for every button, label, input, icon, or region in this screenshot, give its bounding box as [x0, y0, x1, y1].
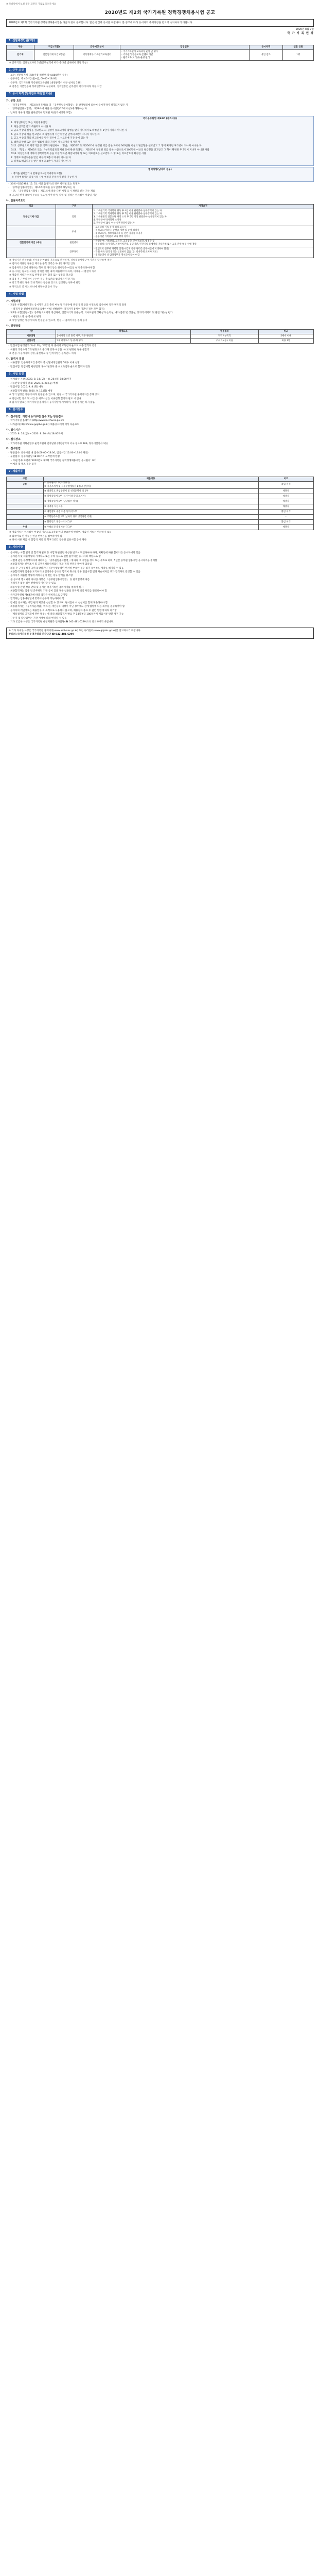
section-recruitment — [6, 39, 314, 65]
table-cell: 우대 — [56, 226, 93, 240]
list-item: ◦ 「국가공무원법」 제33조(결격사유) 및 「공무원임용시험령」 등 관계법령에 의하여 응시자격이 정지되지 않은 자 — [8, 104, 128, 107]
table-cell: ③ 최종학교 졸업증명서 및 성적증명서 각 1부 — [43, 489, 258, 494]
table-cell — [7, 226, 56, 240]
column-header: 자격요건 — [93, 205, 314, 209]
list-item: ※ 전역예정자는 최종시험 시행 예정일 전일까지 전역 가능한 자 — [12, 176, 77, 179]
list-item: 6의4. 미성년자에 대하여 성폭력범죄 등을 저질러 파면·해임되거나 형 또는 치료감호를 선고받아 그 형 또는 치료감호가 확정된 사람 — [11, 152, 146, 156]
list-item: ◦ 근무지 및 담당업무는 기관 사정에 따라 변경될 수 있음 — [8, 617, 67, 620]
list-item: ◦ 서류전형 합격자 발표: 2020. 8. 28.(금) 예정 — [8, 382, 58, 385]
table-cell: ⑤ 경력증명서 1부 (담당업무 명시) — [43, 499, 258, 504]
list-item: ※ 제출서류는 원서접수 마감일 기준으로 3개월 이내 발급분에 한하며, 제출된 서류는 반환하지 않음 — [9, 531, 112, 534]
table-cell: ① 응시원서 1부(소정양식) ② 자기소개서 및 직무수행계획서 1부(소정양식) — [43, 481, 258, 489]
table-row — [7, 510, 314, 515]
table-row — [7, 481, 314, 489]
column-header: 구분 — [7, 477, 44, 482]
list-item: ◦ 국가기록원 기획운영부 운영지원과 인사담당 (대전광역시 서구 청사로 189, 정부대전청사 3동) — [8, 442, 108, 445]
column-header: 구분 — [7, 45, 34, 50]
section-misc — [6, 545, 314, 624]
list-item: ※ 자격요건 중 어느 하나에 해당하면 응시 가능 — [9, 285, 58, 289]
list-item: ◦ 최종합격자는 임용 전 근무하던 기관 등이 있을 경우 임용일 전까지 퇴직 처리를 완료하여야 함 — [8, 590, 107, 593]
table-cell: ◦ 교육과정 기획·운영 경력 보유자 ◦ 원격교육(이러닝) 콘텐츠 개발 및 운영 경력자 ◦ 평생교육사, 정보처리기사 등 관련 자격증 소지자 ◦ 공공기관 기록관리 교육 강의 경력자 — [93, 226, 314, 240]
table-cell: 근무경력 — [56, 247, 93, 258]
table-cell — [7, 504, 44, 510]
notice-date: 2020년 8월 7일 — [295, 28, 314, 31]
subheading: 나. 접수기간 — [6, 428, 21, 432]
table-cell — [7, 520, 44, 525]
top-note: ※ 모바일에서 보실 경우 화면을 가로로 돌려주세요 — [6, 3, 56, 6]
intro-box: 2020년도 제2회 국가기록원 경력경쟁채용시험을 다음과 같이 공고합니다. 많은 관심과 응시를 바랍니다. 본 공고에 따라 응시자의 주의사항을 반드시 숙지하시기 바랍니다. — [6, 19, 314, 27]
list-item: ◦ 「공무원임용시험령」 제16조에 따른 응시연령(20세 이상)에 해당하는 자 — [8, 108, 87, 111]
list-item: ◦ 채용 후 근무성적이 극히 불량하거나 직무수행능력이 현저히 부족한 경우 임기 중이라도 계약을 해지할 수 있음 — [8, 567, 124, 570]
table-cell: 전문임기제 다급 (세부) — [7, 240, 56, 247]
list-item: ※ 시험 일정은 사정에 따라 변경될 수 있으며, 변경 시 홈페이지를 통해 공지 — [9, 319, 87, 323]
column-header: 구분 — [7, 330, 56, 334]
table-cell: 해당자 — [258, 489, 313, 494]
table-cell: ⑥ 자격증 사본 1부 — [43, 504, 258, 510]
section-heading: 1. 선발예정인원(1명) — [6, 39, 38, 44]
subheading: 라. 접수방법 — [6, 447, 21, 451]
table-cell: 면접시험 — [7, 339, 56, 344]
column-header: 근무예정 부서 — [74, 45, 120, 50]
term-note: ※ 근무기간: 임용일로부터 2년(근무실적에 따라 총 5년 범위에서 연장 가능) — [9, 61, 88, 64]
list-item: ◦ 병역을 필하였거나 면제된 자 (전역예정자 포함) — [11, 172, 62, 175]
section-heading: 2. 근무 조건 — [6, 68, 26, 73]
table-cell — [7, 499, 44, 504]
column-header: 담당업무 — [120, 45, 249, 50]
contact-info: 문의처: 국가기록원 운영지원과 인사담당 ☎ 042-481-6299 — [9, 633, 74, 636]
list-item: ◦ 방문접수: 근무시간 내 접수(09:00~18:00, 점심시간 12:00~13:00 제외) — [8, 451, 88, 454]
column-header: 비고 — [258, 477, 313, 482]
table-row — [7, 504, 314, 510]
table-row — [7, 489, 314, 494]
table-cell — [7, 515, 44, 520]
documents-table — [6, 477, 314, 530]
subheading-common: 가. 공통 요건 — [6, 99, 22, 103]
list-item: ◦ 제1차 시험(서류전형): 응시자격 요건 충족 여부 및 직무수행 관련 경력 등을 서면으로 심사하여 적격·부적격 결정 — [8, 304, 127, 307]
list-item: 6의2. 공무원으로 재직기간 중 직무와 관련하여 「형법」 제355조 및 제356조에 규정된 죄를 범한 자로서 300만원 이상의 벌금형을 선고받고 그 형이 확정된 후 2년이 지나지 아니한 자 — [11, 145, 202, 148]
table-cell: 최종 1명 — [258, 339, 313, 344]
list-item: 4. 금고 이상의 형을 선고받고 그 집행유예 기간이 끝난 날부터 2년이 지나지 아니한 자 — [11, 133, 100, 136]
list-item: ◦ 응시자의 개인정보는 채용업무 외 목적으로 사용하지 않으며, 채용절차 종료 후 관련 법령에 따라 파기함 — [8, 609, 117, 612]
list-item: 8. 징계로 해임처분을 받은 때부터 3년이 지나지 아니한 자 — [11, 160, 71, 163]
table-cell: 해당자 — [258, 499, 313, 504]
list-item: ◦ 제2차 시험(면접시험): 공무원으로서의 정신자세, 전문지식과 응용능력, 의사표현의 정확성과 논리성, 예의·품행 및 성실성, 창의력·의지력 및 발전 가능성 평가 — [8, 312, 173, 315]
table-cell: 서류전형 — [7, 334, 56, 339]
table-cell: 임기제 — [7, 50, 34, 61]
section-schedule — [6, 372, 314, 405]
table-cell: 공통 — [7, 481, 44, 489]
grading-table — [6, 329, 314, 344]
list-item: ◦ 「공무원 임용시험령」 제16조에 따른 응시연령에 해당하는 자 — [8, 186, 76, 189]
column-header: 직급 — [7, 205, 56, 209]
list-item: ◦ 위원의 과반수가 5개 평정요소 중 2개 항목 이상을 '하'로 평정한 경우 불합격 — [8, 348, 90, 351]
column-header: 제출서류 — [43, 477, 258, 482]
list-item: ※ 외국 학위의 경우 국내 학위와 동등한 것으로 인정되는 경우에 한함 — [9, 282, 81, 285]
table-cell: 응시자격 요건 충족 여부, 직무 관련성 — [56, 334, 191, 339]
list-item: ※ 면접시험 장소 및 시간 등 세부사항은 서류전형 합격자 발표 시 안내 — [9, 397, 81, 400]
table-cell: ④ 학위증명서 1부 (석사 이상 학위 소지자) — [43, 494, 258, 499]
list-item: ◦ 응시자는 시험 일정 및 합격자 발표 등 시험과 관련된 사항을 반드시 확인하여야 하며, 미확인에 따른 불이익은 응시자에게 있음 — [8, 551, 140, 554]
table-cell: 붙임 서식 — [258, 481, 313, 489]
section-eligibility — [6, 92, 314, 290]
box-caption: 병역사항(남자의 경우) — [148, 168, 172, 171]
box-caption: 국가공무원법 제33조 (결격사유) — [143, 117, 177, 121]
list-item: ◦ 남자의 경우 병역을 필하였거나 면제된 자(전역예정자 포함) — [8, 111, 72, 114]
table-row — [7, 520, 314, 525]
military-box — [6, 167, 314, 182]
list-item: ◦ 서류전형: 임용자격요건 충족자 중 선발예정인원의 5배수 이내 선발 — [8, 362, 80, 365]
section-documents — [6, 469, 314, 543]
table-cell — [7, 510, 44, 515]
table-row — [7, 525, 314, 530]
table-cell: 해당자 — [258, 494, 313, 499]
list-item: ※ 상기 일정은 사정에 따라 변경될 수 있으며, 변경 시 국가기록원 홈페이지를 통해 공지 — [9, 394, 100, 397]
list-item: - 적격자 중 선발예정인원의 5배수 이내 선발(다만, 적격자가 5배수 미만인 경우 모두 합격) — [11, 308, 104, 311]
table-cell: ⑧ 주민등록초본 1부 (남자의 경우 병적사항 기재) — [43, 515, 258, 520]
notice-title: 2020년도 제2회 국가기록원 경력경쟁채용시험 공고 — [104, 10, 216, 15]
list-item: - 우편 봉투 표면에 '2020년도 제2회 국가기록원 경력경쟁채용시험 응시원서' 표기 — [11, 459, 97, 462]
column-header: 평정결과 — [191, 330, 258, 334]
section-application — [6, 408, 314, 467]
table-cell: 붙임 서식 — [258, 510, 313, 515]
recruitment-table — [6, 45, 314, 60]
table-cell: 붙임 참조 — [249, 50, 283, 61]
table-row — [7, 209, 314, 226]
list-item: ※ 연봉은 기본연봉과 성과연봉으로 구성되며, 성과연봉은 근무실적 평가에 따라 차등 지급 — [9, 86, 102, 89]
section-heading: 3. 응시 자격 (원서접수 마감일 기준) — [6, 92, 55, 97]
section-exam-method — [6, 292, 314, 369]
table-row — [7, 247, 314, 258]
list-item: ※ 응시자는 필요한 서류를 정해진 기한 내에 제출하여야 하며, 미제출 시 불합격 처리 — [9, 270, 97, 273]
disqualification-box — [6, 116, 314, 165]
table-cell: 적격 / 부적격 — [191, 334, 258, 339]
list-item: ◦ 합격자는 임용예정일에 맞추어 근무가 가능하여야 함 — [8, 598, 65, 601]
list-item: ※ 합격자 발표는 국가기록원 홈페이지 공지사항에 게시하며, 개별 통지는 하지 않음 — [9, 401, 95, 404]
subheading-qualification: 나. 임용자격요건 — [6, 199, 26, 202]
table-cell: ⑦ 개인정보 수집·이용 동의서 1부 — [43, 510, 258, 515]
table-row — [7, 240, 314, 247]
list-item: ◦ 장애인 응시자는 시험 편의 제공을 신청할 수 있으며, 원서접수 시 신청서를 함께 제출하여야 함 — [8, 601, 108, 604]
list-item: ◦ 응시원서 및 제출서류의 기재착오 또는 누락 등으로 인한 불이익은 응시자의 책임으로 함 — [8, 555, 101, 558]
list-item: ◦ 본 공고에 명시되지 아니한 사항은 「공무원임용시험령」 등 관계법령에 따름 — [8, 578, 90, 581]
table-cell — [7, 247, 56, 258]
list-item: ◦ 최종합격자 발표: 2020. 9. 15.(화) 예정 — [8, 389, 52, 393]
list-item: 2. 파산선고를 받고 복권되지 아니한 자 — [11, 125, 51, 128]
table-cell: - — [258, 515, 313, 520]
table-cell: 붙임 서식 — [258, 520, 313, 525]
list-item: ※ 외국어로 된 서류는 한글 번역본을 첨부하여야 함 — [9, 535, 62, 538]
list-item: ◦ 우편접수: 접수마감일 18:00까지 도착분에 한함 — [8, 455, 60, 459]
list-item: ※ 경력기간 산정방법: 원서접수 마감일 기준으로 산정하며, 경력증명서상 근무기간을 합산하여 계산 — [9, 259, 112, 262]
table-cell: ◦ 관련분야: 기록관리, 교육학, 교육공학, 문헌정보학, 행정학 등 ◦ 실무경력: 국가기관, 지방자치단체, 공공기관, 민간기업 등에서의 기록관리 또는 교육 관련 업무 수행 경력 — [93, 240, 314, 247]
table-cell — [7, 489, 44, 494]
list-item: ◦ 기타 궁금한 사항은 국가기록원 운영지원과 인사담당(☎ 042-481-6299)으로 문의하시기 바랍니다. — [8, 621, 114, 624]
list-item: ◦ 시험에 관한 부정행위자에 대하여는 「공무원임용시험령」에 따라 그 시험을 정지 또는 무효로 하며, 5년간 공무원 임용시험 응시자격을 정지함 — [8, 559, 157, 562]
table-cell: 전문임기제 다급 — [7, 209, 56, 226]
list-item: ※ 면접 시 응시자의 성명, 출신학교 등 인적사항은 블라인드 처리 — [9, 352, 76, 355]
table-row — [7, 494, 314, 499]
list-item: ※ 제출된 서류가 허위로 판명될 경우 합격 또는 임용을 취소함 — [9, 274, 73, 277]
table-cell: 우수 / 보통 / 미흡 — [191, 339, 258, 344]
section-heading: 6. 원서접수 — [6, 408, 25, 413]
final-note: ※ 기타 자세한 사항은 국가기록원 홈페이지(www.archives.go.kr) 또는 나라일터(www.gojobs.go.kr)를 참고하시기 바랍니다. — [9, 630, 141, 633]
column-header: 평정요소 — [56, 330, 191, 334]
table-row — [7, 334, 314, 339]
list-item: ◦ 나라일터(http://www.gojobs.go.kr) 채용공고에서 서식 다운로드 — [8, 423, 79, 426]
list-item: ◦ 보수: 전문임기제 다급(연봉 하한액 약 4,800만원 수준) — [8, 74, 68, 77]
list-item: ◦ 면접시험: 2020. 9. 8.(화) 예정 — [8, 386, 44, 389]
list-item: ※ 허위 서류 제출 시 불합격 처리 및 향후 5년간 공무원 임용시험 응시 제한 — [9, 539, 87, 542]
list-item: 5. 금고 이상의 형의 선고유예를 받은 경우에 그 선고유예 기간 중에 있는 자 — [11, 137, 88, 140]
table-row — [7, 339, 314, 344]
table-cell: 1명 — [283, 50, 314, 61]
subheading: 가. 시험과정 — [6, 299, 21, 303]
table-cell: 해당자 — [258, 504, 313, 510]
notice-page — [0, 0, 320, 649]
column-header: 응시자격 — [249, 45, 283, 50]
list-item: ◦ 이메일 및 팩스 접수 불가 — [8, 463, 37, 466]
subheading: 다. 합격자 결정 — [6, 357, 24, 361]
table-cell: ◦ 국가기록관리 교육과정 운영 및 평가 ◦ 기록관리 전문교육 콘텐츠 개발 ◦ 원격교육(이러닝) 운영 관리 — [120, 50, 249, 61]
table-cell: 5개 평정요소 상·중·하 평가 — [56, 339, 191, 344]
list-item: ◦ 2020. 8. 14.(금) ~ 2020. 8. 20.(목) 18:00까지 — [8, 433, 63, 436]
table-cell: 관련분야 — [56, 240, 93, 247]
column-header: 선발 인원 — [283, 45, 314, 50]
table-cell: 전문임기제 다급 (행정) — [34, 50, 74, 61]
table-cell: 일반 — [56, 209, 93, 226]
table-cell: 우대 — [7, 525, 44, 530]
list-item: ◦ 근무시간: 주 40시간(월~금, 09:00~18:00) — [8, 78, 58, 81]
table-cell — [7, 494, 44, 499]
column-header: 비고 — [258, 330, 313, 334]
list-item: ◦ 응시자가 제출한 서류에 허위사실이 있는 경우 합격을 취소함 — [8, 574, 73, 578]
list-item: 3. 금고 이상의 실형을 선고받고 그 집행이 종료되거나 집행을 받지 아니하기로 확정된 후 5년이 지나지 아니한 자 — [11, 129, 127, 132]
list-item: 6. 법원의 판결 또는 다른 법률에 따라 자격이 상실되거나 정지된 자 — [11, 141, 80, 144]
section-heading: 5. 시험 일정 — [6, 372, 26, 377]
list-item: ◦ 근무지: 국가기록원 기록관리교육센터 (대전광역시 서구 청사로 189) — [8, 81, 82, 84]
list-item: 6의3. 「형법」 제303조 또는 「성폭력범죄의 처벌 등에 관한 특례법」 제10조에 규정된 죄를 범한 사람으로서 100만원 이상의 벌금형을 선고받고 그 형이 확정된 후 3년이 지나지 아니한 사람 — [11, 148, 209, 151]
subheading: 가. 접수방법: 기한내 등기우편 접수 또는 방문접수 — [6, 415, 63, 418]
list-item: ◦ 면접시험: 면접시험 평정결과 '우수' 판정자 중 최고득점자 순으로 합격자 결정 — [8, 365, 90, 368]
table-cell: ⑩ 우대요건 증빙서류 각 1부 — [43, 525, 258, 530]
table-cell: 기록정책부 기록관리교육센터 — [74, 50, 120, 61]
list-item: ※ 임용 후 근무실적이 우수한 경우 총 5년의 범위에서 연장 가능 — [9, 278, 75, 281]
list-item: ◦ 원서접수 기간: 2020. 8. 14.(금) ~ 8. 20.(목) 18:00까지 — [8, 378, 72, 381]
list-item: ◦ 36세 이상(1984. 12. 31. 이전 출생자)의 경우 병역필 또는 면제자 — [8, 182, 80, 185]
list-item: ※ 공고일 현재 국내에 주소를 두고 있어야 하며, 학력 및 경력은 원서접수 마감일 기준 — [9, 194, 97, 197]
qualification-table — [6, 204, 314, 258]
list-item: ◦ 적격자가 없는 경우 선발하지 아니할 수 있음 — [8, 582, 56, 585]
list-item: ◦ 최종합격자는 「공직자윤리법」에 따른 재산등록 대상이 아닌 경우에도 관계 법령에 따른 의무를 준수하여야 함 — [8, 605, 125, 608]
notice-issuer: 국 가 기 록 원 장 — [287, 32, 314, 36]
section-heading: 4. 시험 방법 — [6, 292, 26, 297]
table-cell: ◦ 전임으로 근무한 경력만 인정(시간제 근무 경력은 근무시간에 비례하여 환산) ◦ 학위 취득 전의 경력은 인정하지 않음 (단, 박사학위 소지자 제외) ◦ 경력증명서 상 담당업무가 명시되어 있어야 함 — [93, 247, 314, 258]
subheading: 다. 접수장소 — [6, 438, 21, 442]
list-item: ※ 겸직이 허용된 경우를 제외한 중복 경력은 하나의 경력만 인정 — [9, 263, 75, 266]
section-heading: 8. 기타사항 — [6, 545, 25, 550]
list-item: ◦ 「채용절차의 공정화에 관한 법률」에 따라 최종합격자 발표 후 14일부터 180일까지 제출서류 반환 청구 가능 — [8, 613, 124, 616]
table-row — [7, 499, 314, 504]
list-item: ◦ 최종합격자는 신원조사 및 공무원채용신체검사 결과 적격 판정을 받아야 임용됨 — [8, 563, 92, 566]
subheading: 나. 평정방법 — [6, 324, 21, 328]
table-row — [7, 226, 314, 240]
column-header: 구분 — [56, 205, 93, 209]
final-note-box — [6, 628, 314, 639]
list-item: ◦ 국가기록원 홈페이지(http://www.archives.go.kr) — [8, 419, 64, 422]
list-item: 1. 피성년후견인 또는 피한정후견인 — [11, 122, 47, 125]
column-header: 직급 (직렬) — [34, 45, 74, 50]
table-row — [7, 50, 314, 61]
table-row — [7, 515, 314, 520]
list-item: 7. 징계로 파면처분을 받은 때부터 5년이 지나지 아니한 자 — [11, 156, 71, 159]
section-conditions — [6, 68, 314, 90]
table-cell: 1. 기록관리학 석사학위 취득 후 4년 이상 관련분야 실무경력이 있는 자 2. 기록관리학 학사학위 취득 후 7년 이상 관련분야 실무경력이 있는 자 3. 기록물관리 전문요원 자격 소지 후 5년 이상 관련분야 실무경력이 있는 자 4. 관련분야 박사학위 소지자 5. 관련분야 10년 이상 실무경력이 있는 자 — [93, 209, 314, 226]
table-cell: 5배수 이내 — [258, 334, 313, 339]
table-cell: ⑨ 블라인드 채용 서약서 1부 — [43, 520, 258, 525]
section-heading: 7. 제출서류 — [6, 469, 25, 474]
list-item: - 평정요소별 상·중·하로 평가 — [11, 315, 41, 318]
list-item: - 단, 「공무원임용시험령」 제51조에 따라 다른 시험 응시 제한을 받는 자는 제외 — [11, 190, 95, 193]
list-item: ◦ 면접시험 평정결과 '우수' 또는 '보통'인 자 중에서 고득점자 순으로 최종 합격자 결정 — [8, 345, 97, 348]
list-item: ※ 임용자격요건에 해당하는 학위 및 경력 등은 원서접수 마감일 현재 충족하여야 함 — [9, 266, 95, 269]
table-cell: 해당자 — [258, 525, 313, 530]
list-item: ◦ 국가공무원법 제64조에 따라 겸직은 원칙적으로 금지됨 — [8, 594, 67, 597]
list-item: ◦ 채용시험 관련 각종 안내 및 공지는 국가기록원 홈페이지를 통하여 실시 — [8, 586, 84, 589]
list-item: ◦ 최종합격자가 임용을 포기하거나 결격사유 등으로 합격이 취소된 경우 면접시험 결과 차순위자를 추가 합격자로 결정할 수 있음 — [8, 570, 140, 573]
